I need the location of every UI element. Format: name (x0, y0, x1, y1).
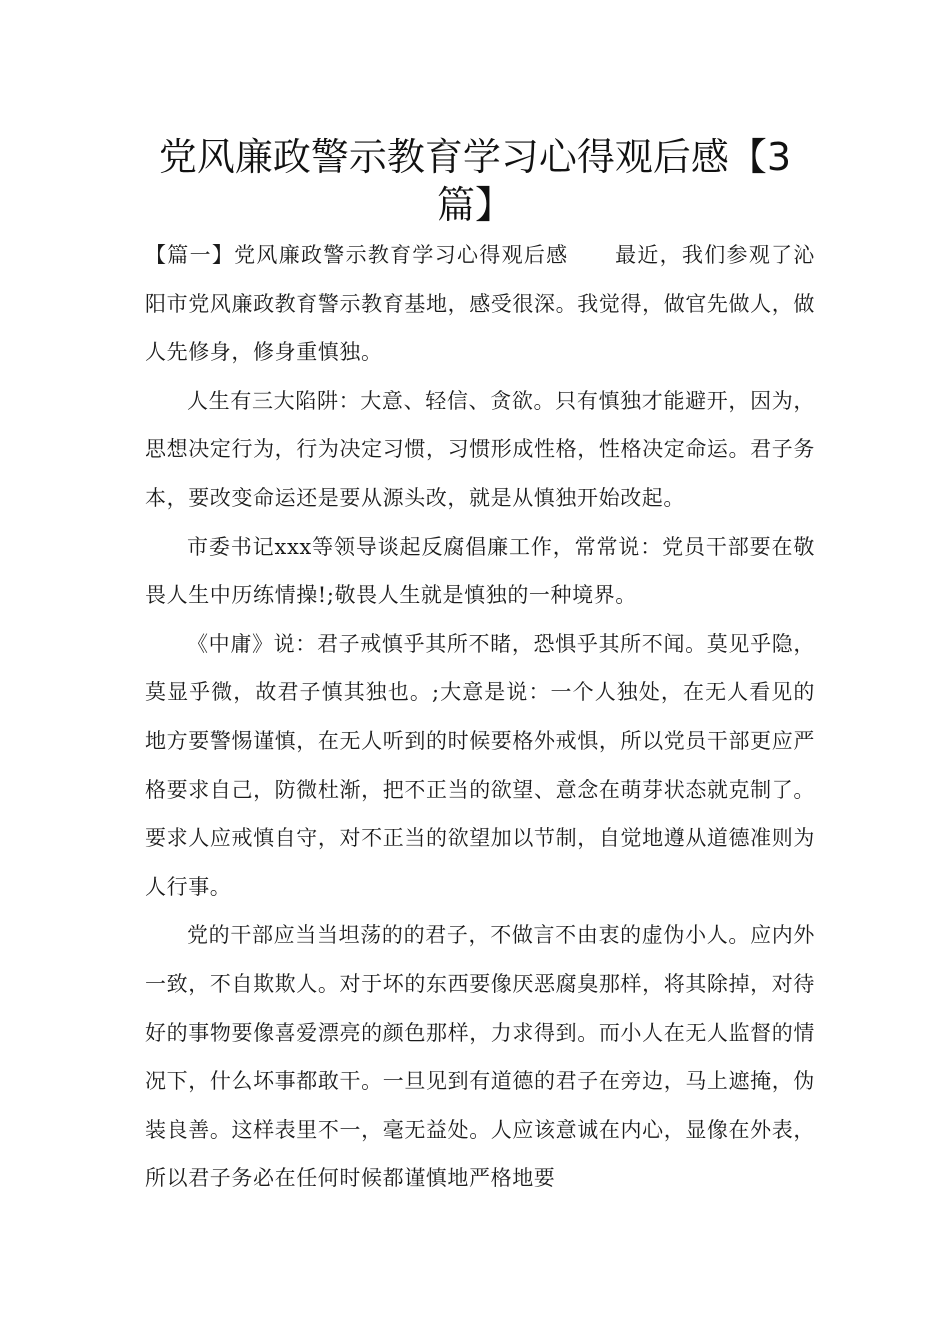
first-paragraph-text: 最近，我们参观了沁阳市党风廉政教育警示教育基地，感受很深。我觉得，做官先做人，做人先修身，修身重慎独。 (145, 243, 815, 365)
section-heading: 【篇一】党风廉政警示教育学习心得观后感 (145, 243, 569, 267)
paragraph-2: 市委书记xxx等领导谈起反腐倡廉工作，常常说：党员干部要在敬畏人生中历练情操!;敬畏人生就是慎独的一种境界。 (145, 534, 815, 608)
first-paragraph (145, 231, 815, 377)
paragraph-4: 党的干部应当当坦荡的的君子，不做言不由衷的虚伪小人。应内外一致，不自欺欺人。对于坏的东西要像厌恶腐臭那样，将其除掉，对待好的事物要像喜爱漂亮的颜色那样，力求得到。而小人在无人监督的情况下，什么坏事都敢干。一旦见到有道德的君子在旁边，马上遮掩，伪装良善。这样表里不一，毫无益处。人应该意诚在内心，显像在外表，所以君子务必在任何时候都谨慎地严格地要 (145, 923, 815, 1191)
paragraph-3: 《中庸》说：君子戒慎乎其所不睹，恐惧乎其所不闻。莫见乎隐，莫显乎微，故君子慎其独也。;大意是说：一个人独处，在无人看见的地方要警惕谨慎，在无人听到的时候要格外戒惧，所以党员干部更应严格要求自己，防微杜渐，把不正当的欲望、意念在萌芽状态就克制了。要求人应戒慎自守，对不正当的欲望加以节制，自觉地遵从道德准则为人行事。 (145, 631, 815, 899)
document-title-line-1: 党风廉政警示教育学习心得观后感【3 (158, 135, 792, 179)
paragraph-1: 人生有三大陷阱：大意、轻信、贪欲。只有慎独才能避开，因为，思想决定行为，行为决定习惯，习惯形成性格，性格决定命运。君子务本，要改变命运还是要从源头改，就是从慎独开始改起。 (145, 388, 815, 510)
document-title-line-2: 篇】 (436, 183, 513, 227)
document-body (145, 231, 815, 1203)
